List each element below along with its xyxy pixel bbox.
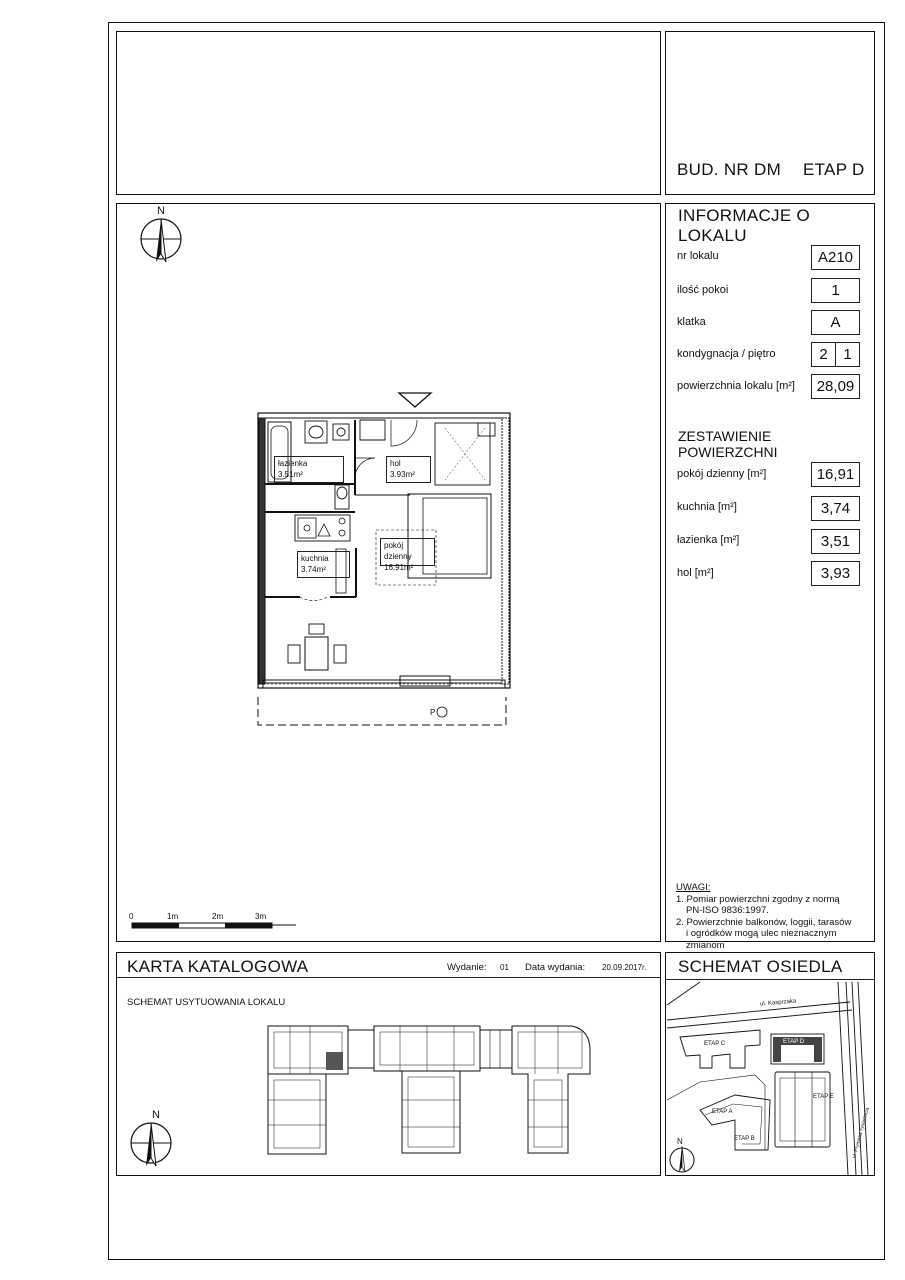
estate-stage-a: ETAP A <box>712 1109 733 1115</box>
notes-line-2: PN-ISO 9836:1997. <box>686 905 769 916</box>
area-label-living-room: pokój dzienny [m²] <box>677 468 767 480</box>
area-value-kitchen: 3,74 <box>811 496 860 521</box>
info-label-staircase: klatka <box>677 316 706 328</box>
area-value-bathroom: 3,51 <box>811 529 860 554</box>
estate-north-icon <box>670 1146 694 1172</box>
estate-stage-e: ETAP E <box>813 1094 834 1100</box>
room-area-bathroom: 3.51m² <box>278 470 303 479</box>
notes-line-1: 1. Pomiar powierzchni zgodny z normą <box>676 893 840 905</box>
scale-label-2m: 2m <box>212 912 224 921</box>
estate-stage-c: ETAP C <box>704 1041 726 1047</box>
room-area-hall: 3.93m² <box>390 470 415 479</box>
notes-line-3: 2. Powierzchnie balkonów, loggii, tarasów <box>676 916 852 928</box>
estate-title: SCHEMAT OSIEDLA <box>678 957 843 976</box>
info-label-unit-number: nr lokalu <box>677 250 719 262</box>
info-value-floor: 1 <box>835 342 860 367</box>
room-name-kitchen: kuchnia <box>301 554 329 563</box>
info-label-room-count: ilość pokoi <box>677 284 729 296</box>
areas-title: ZESTAWIENIE POWIERZCHNI <box>678 428 778 460</box>
edition-value: 01 <box>500 963 509 972</box>
estate-north-label: N <box>677 1137 683 1146</box>
info-value-storey: 2 <box>811 342 836 367</box>
date-label: Data wydania: <box>525 962 586 973</box>
area-value-living-room: 16,91 <box>811 462 860 487</box>
room-name-bathroom: łazienka <box>278 459 308 468</box>
window-tag: P <box>430 708 436 717</box>
info-label-floor: kondygnacja / piętro <box>677 348 776 360</box>
estate-stage-d: ETAP D <box>783 1039 805 1045</box>
room-area-kitchen: 3.74m² <box>301 565 326 574</box>
estate-stage-b: ETAP B <box>734 1136 755 1142</box>
area-label-bathroom: łazienka [m²] <box>677 534 740 546</box>
area-label-kitchen: kuchnia [m²] <box>677 501 737 513</box>
scale-label-1m: 1m <box>167 912 179 921</box>
info-value-room-count: 1 <box>811 278 860 303</box>
location-title: SCHEMAT USYTUOWANIA LOKALU <box>127 997 286 1008</box>
edition-label: Wydanie: <box>447 962 487 973</box>
room-name-hall: hol <box>390 459 401 468</box>
notes-line-4: i ogródków mogą ulec nieznacznym zmianom <box>686 928 837 951</box>
info-label-area: powierzchnia lokalu [m²] <box>677 380 795 392</box>
estate-street-top: ul. Kasprzaka <box>759 998 797 1008</box>
room-area-living-room: 16.91m² <box>384 563 414 572</box>
estate-street-right: ul. Prymasa Tysiąclecia <box>851 1107 871 1159</box>
info-title: INFORMACJE O LOKALU <box>678 206 811 245</box>
room-name-living-room: pokój dzienny <box>384 541 412 561</box>
notes-title: UWAGI: <box>676 882 711 893</box>
info-value-area: 28,09 <box>811 374 860 399</box>
catalog-title: KARTA KATALOGOWA <box>127 957 309 976</box>
date-value: 20.09.2017r. <box>602 963 647 972</box>
stage-label: ETAP D <box>803 160 865 179</box>
area-label-hall: hol [m²] <box>677 567 714 579</box>
location-north-label: N <box>152 1109 160 1121</box>
north-label: N <box>157 205 165 217</box>
building-label: BUD. NR DM <box>677 160 782 179</box>
scale-label-3m: 3m <box>255 912 267 921</box>
scale-label-0: 0 <box>129 912 134 921</box>
area-value-hall: 3,93 <box>811 561 860 586</box>
info-value-unit-number: A210 <box>811 245 860 270</box>
info-value-staircase: A <box>811 310 860 335</box>
